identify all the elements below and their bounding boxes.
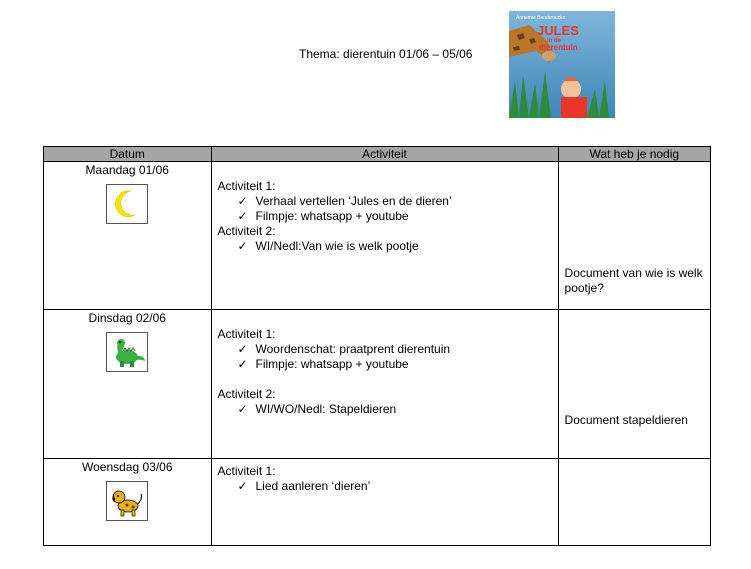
- svg-text:Annemie Berebrouckx: Annemie Berebrouckx: [516, 15, 566, 21]
- needs-cell: [558, 459, 710, 546]
- activity-cell: [211, 459, 558, 546]
- checkmark-icon: ✓: [237, 402, 248, 416]
- column-header-activity: Activiteit: [211, 147, 558, 162]
- book-cover-illustration: [509, 11, 615, 118]
- date-cell: [44, 310, 212, 459]
- table-header-row: [44, 147, 711, 162]
- book-cover-image: [509, 11, 615, 118]
- activity-item: ✓ WI/Nedl:Van wie is welk pootje: [237, 239, 419, 253]
- activity-item: ✓ Filmpje: whatsapp + youtube: [237, 357, 409, 371]
- table-row: [44, 310, 711, 459]
- activity-item: ✓ Lied aanleren ‘dieren’: [237, 479, 371, 493]
- page-title: Thema: dierentuin 01/06 – 05/06: [299, 47, 473, 61]
- table-row: [44, 459, 711, 546]
- date-cell: [44, 459, 212, 546]
- activity-label: Activiteit 2:: [217, 387, 276, 401]
- day-label: Dinsdag 02/06: [88, 311, 166, 325]
- needs-text: Document stapeldieren: [564, 413, 688, 427]
- table-row: [44, 162, 711, 310]
- week-plan-table: [43, 146, 711, 546]
- checkmark-icon: ✓: [237, 239, 248, 253]
- checkmark-icon: ✓: [237, 479, 248, 493]
- activity-cell: [211, 310, 558, 459]
- checkmark-icon: ✓: [237, 357, 248, 371]
- activity-label: Activiteit 1:: [217, 464, 276, 478]
- dinosaur-icon: [106, 332, 148, 372]
- activity-item: ✓ Woordenschat: praatprent dierentuin: [237, 342, 451, 356]
- column-header-date: Datum: [44, 147, 212, 162]
- activity-item: ✓ WI/WO/Nedl: Stapeldieren: [237, 402, 397, 416]
- activity-label: Activiteit 1:: [217, 327, 276, 341]
- activity-item: ✓ Filmpje: whatsapp + youtube: [237, 209, 409, 223]
- day-label: Maandag 01/06: [85, 163, 169, 177]
- checkmark-icon: ✓: [237, 342, 248, 356]
- moon-icon: [106, 184, 148, 224]
- checkmark-icon: ✓: [237, 194, 248, 208]
- needs-cell: [558, 310, 710, 459]
- date-cell: [44, 162, 212, 310]
- day-label: Woensdag 03/06: [81, 460, 173, 474]
- svg-text:in de: in de: [547, 38, 562, 44]
- svg-text:dierentuin: dierentuin: [539, 43, 578, 52]
- activity-label: Activiteit 1:: [217, 179, 276, 193]
- svg-text:JULES: JULES: [537, 23, 579, 38]
- activity-item: ✓ Verhaal vertellen ‘Jules en de dieren’: [237, 194, 452, 208]
- dog-icon: [106, 481, 148, 521]
- checkmark-icon: ✓: [237, 209, 248, 223]
- activity-label: Activiteit 2:: [217, 224, 276, 238]
- activity-cell: [211, 162, 558, 310]
- column-header-needs: Wat heb je nodig: [558, 147, 710, 162]
- needs-cell: [558, 162, 710, 310]
- needs-text: Document van wie is welk pootje?: [564, 266, 703, 295]
